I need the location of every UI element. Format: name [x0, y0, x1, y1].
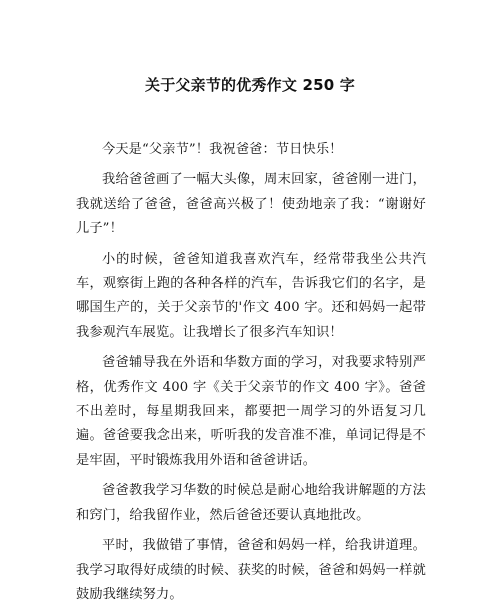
paragraph: 我给爸爸画了一幅大头像，周末回家，爸爸刚一进门，我就送给了爸爸，爸爸高兴极了！使劲地亲了我：“谢谢好儿子”！: [76, 172, 426, 237]
paragraph: 小的时候，爸爸知道我喜欢汽车，经常带我坐公共汽车，观察街上跑的各种各样的汽车，告诉我它们的名字，是哪国生产的，关于父亲节的'作文 400 字。还和妈妈一起带我参观汽车展览。让我增长了很多汽车知识！: [76, 251, 426, 340]
document-title: 关于父亲节的优秀作文 250 字: [145, 76, 355, 94]
paragraph: 爸爸教我学习华数的时候总是耐心地给我讲解题的方法和窍门，给我留作业，然后爸爸还要认真地批改。: [76, 483, 426, 523]
paragraph: 平时，我做错了事情，爸爸和妈妈一样，给我讲道理。我学习取得好成绩的时候、获奖的时候，爸爸和妈妈一样就鼓励我继续努力。: [76, 538, 426, 602]
paragraph: 爸爸辅导我在外语和华数方面的学习，对我要求特别严格，优秀作文 400 字《关于父亲节的作文 400 字》。爸爸不出差时，每星期我回来，都要把一周学习的外语复习几遍。爸爸要我念出来，听听我的发音准不准，单词记得是不是牢固，平时锻炼我用外语和爸爸讲话。: [76, 355, 426, 468]
paragraph: 今天是“父亲节”！我祝爸爸：节日快乐！: [102, 142, 343, 157]
document-body: [76, 138, 426, 613]
